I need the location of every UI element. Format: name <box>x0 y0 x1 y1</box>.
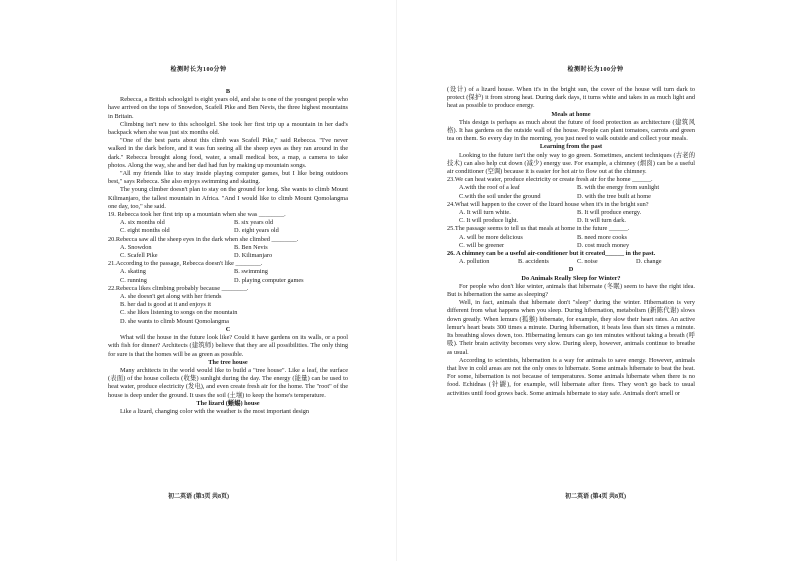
question-26: 26. A chimney can be a useful air-conditioner but it created______ in the past. <box>447 250 656 258</box>
option[interactable]: D. eight years old <box>234 227 279 235</box>
option[interactable]: C. eight months old <box>120 227 170 235</box>
question-21-options <box>108 268 348 276</box>
option[interactable]: D. she wants to climb Mount Qomolangma <box>120 317 229 325</box>
question-25: 25.The passage seems to tell us that meals at home in the future ______. <box>447 225 630 233</box>
passage-c-paragraph-5: This design is perhaps as much about the future of food protection as architecture (建筑风格). It has gardens on the outside wall of the house. People can plant tomatoes, carrots and green tea on them. So every day in the morning, you just need to walk outside and collect your meals. <box>447 118 695 143</box>
passage-c-paragraph-2: Many architects in the world would like to build a "tree house". Like a leaf, the surface (表面) of the house collects (收集) sunlight during the day. The energy (能量) can be used to heat water, produce electricity (发电), and even create fresh air for the home. The "root" of the house is deep under the ground. It uses the soil (土壤) to keep the home's temperature. <box>108 366 348 399</box>
option[interactable]: B. six years old <box>234 219 274 227</box>
question-25-options-2 <box>447 242 695 250</box>
right-footer: 初二英语 (第4页 共8页) <box>565 494 626 500</box>
option[interactable]: D. change <box>636 258 662 266</box>
option[interactable]: A. she doesn't get along with her friends <box>120 293 222 301</box>
question-19-options <box>108 219 348 227</box>
option[interactable]: C. she likes listening to songs on the mountain <box>120 309 238 317</box>
question-20-options <box>108 244 348 252</box>
passage-c-paragraph-3: Like a lizard, changing color with the weather is the most important design <box>120 407 310 415</box>
passage-c-paragraph-6: Looking to the future isn't the only way to go green. Sometimes, ancient techniques (古老的技术) can also help cut down (减少) energy use. For example, a chimney (烟囱) can be a useful air conditioner (空调) because it is easier for hot air to flow out at the chimney. <box>447 151 695 176</box>
option[interactable]: D. with the tree built at home <box>577 192 651 200</box>
question-22: 22.Rebecca likes climbing probably because ________. <box>108 284 249 292</box>
passage-d-paragraph-2: Well, in fact, animals that hibernate don't "sleep" during the winter. Hibernation is very different from what happens when you sleep. During hibernation, metabolism (新陈代谢) slows down greatly. When lemurs (狐猴) hibernate, for example, they slow their heart rates. An active lemur's heart beats 300 times a minute. During hibernation, it beats less than six times a minute. Its breathing slows down, too. Hibernating lemurs can go ten minutes without taking a breath (呼吸). Their brain activity becomes very slow. During sleep, however, animals continue to breathe as usual. <box>447 299 695 356</box>
option[interactable]: B. Ben Nevis <box>234 243 268 251</box>
question-24-options-2 <box>447 217 695 225</box>
option[interactable]: B. accidents <box>518 258 549 266</box>
passage-d-paragraph-3: According to scientists, hibernation is a way for animals to save energy. However, animals that live in cold areas are not the only ones to hibernate. Some animals hibernate to beat the heat. For some, hibernation is not because of temperatures. Some animals hibernate when there is no food. Echidnas (针鼹), for example, will hibernate after fires. They won't go back to usual activities until food grows back. Some animals hibernate to stay safe. Animals don't smell or <box>447 356 695 397</box>
option[interactable]: C. noise <box>577 258 598 266</box>
option[interactable]: A. six months old <box>120 219 165 227</box>
option[interactable]: B. her dad is good at it and enjoys it <box>120 301 211 309</box>
passage-d-paragraph-1: For people who don't like winter, animals that hibernate (冬眠) seem to have the right idea. But is hibernation the same as sleeping? <box>447 282 695 299</box>
right-header: 检测时长为100分钟 <box>567 67 624 73</box>
option[interactable]: C. will be greener <box>459 241 505 249</box>
section-c-label: C <box>225 325 231 333</box>
question-21-options-2 <box>108 277 348 285</box>
left-footer: 初二英语 (第3页 共8页) <box>168 494 229 500</box>
question-23-options-2 <box>447 193 695 201</box>
passage-b-paragraph-3: "One of the best parts about this climb was Scafell Pike," said Rebecca. "I've never walked in the dark before, and it was fun seeing all the sheep eyes as they ran around in the dark." Rebecca brought along food, water, a small medical box, a map, a camera to take photos. Along the way, she and her dad had fun by making up mountain songs. <box>108 137 348 169</box>
option[interactable]: A.with the roof of a leaf <box>459 184 520 192</box>
option[interactable]: A. pollution <box>459 258 490 266</box>
question-24: 24.What will happen to the cover of the lizard house when it's in the bright sun? <box>447 200 649 208</box>
passage-c-paragraph-4: (设计) of a lizard house. When it's in the bright sun, the cover of the house will turn dark to protect (保护) it from strong heat. During dark days, it turns white and takes in as much light and heat as possible to produce energy. <box>447 86 695 110</box>
passage-b-paragraph-5: The young climber doesn't plan to stay on the ground for long. She wants to climb Mount Kilimanjaro, the tallest mountain in Africa. "And I would like to climb Mount Qomolangma one day, too," she said. <box>108 186 348 210</box>
question-19-options-2 <box>108 227 348 235</box>
option[interactable]: A. skating <box>120 268 146 276</box>
meals-heading: Meals at home <box>551 110 591 118</box>
option[interactable]: A. It will turn white. <box>459 209 511 217</box>
question-24-options <box>447 209 695 217</box>
lizard-house-heading: The lizard (蜥蜴) house <box>196 399 260 407</box>
option[interactable]: D. cost much money <box>577 241 630 249</box>
option[interactable]: C.with the soil under the ground <box>459 192 541 200</box>
question-20: 20.Rebecca saw all the sheep eyes in the dark when she climbed ________. <box>108 235 299 243</box>
section-d-label: D <box>568 266 574 274</box>
option[interactable]: B. with the energy from sunlight <box>577 184 660 192</box>
option[interactable]: C. Scafell Pike <box>120 252 158 260</box>
passage-d-title: Do Animals Really Sleep for Winter? <box>521 274 621 282</box>
question-23: 23.We can heat water, produce electricity or create fresh air for the home ______. <box>447 176 653 184</box>
right-page <box>397 0 794 561</box>
option[interactable]: B. It will produce energy. <box>577 209 642 217</box>
passage-b-paragraph-4: "All my friends like to stay inside playing computer games, but I like being outdoors best," says Rebecca. She also enjoys swimming and skating. <box>108 170 348 186</box>
right-content <box>447 86 695 398</box>
passage-c-paragraph-1: What will the house in the future look like? Could it have gardens on its walls, or a pool with fish for dinner? Architects (建筑师) believe that they are all possibilities. The only thing for sure is that the homes will be as green as possible. <box>108 334 348 358</box>
left-header: 检测时长为100分钟 <box>170 67 227 73</box>
question-25-options <box>447 234 695 242</box>
option[interactable]: B. need more cooks <box>577 233 628 241</box>
option[interactable]: C. It will produce light. <box>459 217 519 225</box>
question-20-options-2 <box>108 252 348 260</box>
question-23-options <box>447 184 695 192</box>
section-b-label: B <box>225 88 231 95</box>
learning-heading: Learning from the past <box>539 143 603 151</box>
option[interactable]: D. It will turn dark. <box>577 217 626 225</box>
question-19: 19. Rebecca took her first trip up a mountain when she was ________. <box>108 211 286 219</box>
passage-b-paragraph-2: Climbing isn't new to this schoolgirl. She took her first trip up a mountain in her dad's backpack when she was just six months old. <box>108 120 348 137</box>
option[interactable]: D. playing computer games <box>234 276 304 284</box>
tree-house-heading: The tree house <box>208 358 248 366</box>
option[interactable]: C. running <box>120 276 147 284</box>
option[interactable]: D. Kilimanjaro <box>234 252 273 260</box>
question-26-options <box>447 258 695 266</box>
question-21: 21.According to the passage, Rebecca doesn't like ________. <box>108 260 263 268</box>
option[interactable]: B. swimming <box>234 268 268 276</box>
option[interactable]: A. Snowdon <box>120 243 152 251</box>
passage-b-paragraph-1: Rebecca, a British schoolgirl is eight years old, and she is one of the youngest people who have arrived on the tops of Snowdon, Scafell Pike and Ben Nevis, the three highest mountains in Britain. <box>108 96 348 120</box>
option[interactable]: A. will be more delicious <box>459 233 523 241</box>
left-content <box>108 88 348 416</box>
